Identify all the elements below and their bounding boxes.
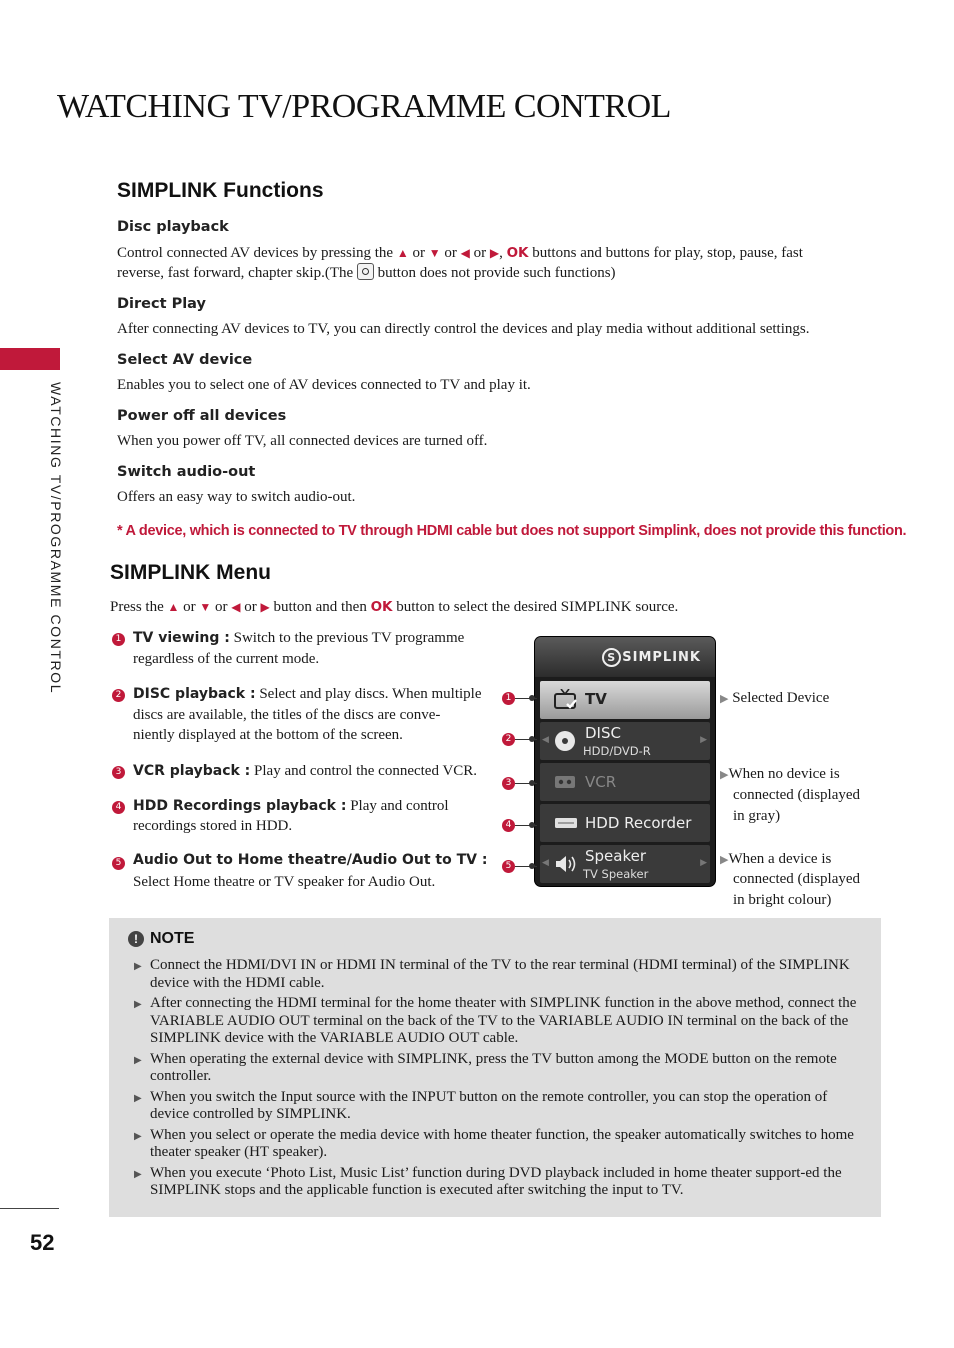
- note-item: ▶ When operating the external device with SIMPLINK, press the TV button among the MODE button on the remote controller.: [134, 1051, 869, 1086]
- note-item: ▶ When you select or operate the media device with home theater function, the speaker automatically switches to home theater speaker (HT speaker).: [134, 1127, 869, 1162]
- disc-playback-text-line2: reverse, fast forward, chapter skip.(The button does not provide such functions): [117, 265, 616, 281]
- left-arrow-icon: ◀: [231, 600, 241, 614]
- osd-sub-speaker: TV Speaker: [583, 867, 649, 881]
- osd-header: [535, 637, 715, 677]
- right-arrow-icon: ▶: [700, 857, 707, 867]
- osd-label-tv: TV: [585, 690, 607, 708]
- functions-title: SIMPLINK Functions: [117, 179, 324, 202]
- osd-label-hdd: HDD Recorder: [585, 814, 692, 832]
- power-off-text: When you power off TV, all connected devices are turned off.: [117, 433, 488, 449]
- switch-audio-heading: Switch audio-out: [117, 464, 256, 480]
- right-arrow-icon: ▶: [260, 600, 270, 614]
- menu-item-audio-out: Audio Out to Home theatre/Audio Out to TV :: [133, 852, 488, 868]
- disc-playback-text: Control connected AV devices by pressing the ▲ or ▼ or ◀ or ▶, OK buttons and buttons for play, stop, pause, fast: [117, 245, 803, 261]
- note-list: [134, 957, 869, 1203]
- select-av-heading: Select AV device: [117, 352, 253, 368]
- page-number: 52: [30, 1230, 55, 1255]
- callout-device-connected: ▶When a device is: [720, 851, 832, 867]
- callout-device-connected-line2: connected (displayed: [733, 871, 861, 887]
- menu-item-hdd-line2: recordings stored in HDD.: [133, 818, 293, 834]
- direct-play-text: After connecting AV devices to TV, you can directly control the devices and play media without additional settings.: [117, 321, 810, 337]
- direct-play-heading: Direct Play: [117, 296, 206, 312]
- power-off-heading: Power off all devices: [117, 408, 287, 424]
- hdd-recorder-icon: [554, 817, 578, 829]
- speaker-icon: [554, 854, 578, 874]
- page-number-rule: [0, 1208, 59, 1209]
- note-item: ▶ When you switch the Input source with the INPUT button on the remote controller, you can stop the operation of device controlled by SIMPLINK.: [134, 1089, 869, 1124]
- osd-dot-3: [529, 780, 535, 786]
- callout-no-device-line3: in gray): [733, 808, 781, 824]
- osd-number-1: 1: [502, 692, 515, 705]
- osd-row-tv[interactable]: [540, 681, 710, 719]
- vcr-icon: [554, 775, 576, 789]
- pointer-icon: ▶: [720, 769, 729, 781]
- osd-row-vcr[interactable]: [540, 763, 710, 801]
- note-item: ▶ Connect the HDMI/DVI IN or HDMI IN terminal of the TV to the rear terminal (HDMI terminal) of the SIMPLINK device with the HDMI cable.: [134, 957, 869, 992]
- osd-dot-5: [529, 863, 535, 869]
- up-arrow-icon: ▲: [396, 246, 409, 260]
- right-arrow-icon: ▶: [489, 246, 500, 260]
- up-arrow-icon: ▲: [167, 600, 180, 614]
- osd-number-2: 2: [502, 733, 515, 746]
- callout-no-device-line2: connected (displayed: [733, 787, 861, 803]
- side-tab-marker: [0, 348, 60, 370]
- note-item: ▶ After connecting the HDMI terminal for the home theater with SIMPLINK function in the above method, connect the VARIABLE AUDIO OUT terminal on the back of the TV to the VARIABLE AUDIO IN terminal on the back of the SIMPLINK device with the VARIABLE AUDIO OUT cable.: [134, 995, 869, 1048]
- simplink-osd-panel: [535, 637, 715, 886]
- item-number-1: 1: [112, 633, 125, 646]
- item-number-4: 4: [112, 801, 125, 814]
- note-heading: ! NOTE: [128, 930, 194, 948]
- down-arrow-icon: ▼: [199, 600, 212, 614]
- switch-audio-text: Offers an easy way to switch audio-out.: [117, 489, 356, 505]
- note-item: ▶ When you execute ‘Photo List, Music List’ function during DVD playback included in home theater support-ed the SIMPLINK stops and the applicable function is executed after switching the input to TV.: [134, 1165, 869, 1200]
- hdmi-warning: * A device, which is connected to TV through HDMI cable but does not support Simplink, does not provide this function.: [117, 523, 907, 539]
- osd-sub-disc: HDD/DVD-R: [583, 744, 651, 758]
- menu-item-disc-line2: discs are available, the titles of the discs are conve-: [133, 707, 441, 723]
- simplink-logo: S SIMPLINK: [602, 648, 701, 667]
- menu-item-disc-playback: DISC playback : Select and play discs. When multiple: [133, 686, 482, 702]
- callout-selected-device: ▶ Selected Device: [720, 690, 830, 706]
- osd-number-4: 4: [502, 819, 515, 832]
- disc-icon: [554, 730, 576, 752]
- osd-dot-4: [529, 822, 535, 828]
- osd-number-3: 3: [502, 777, 515, 790]
- disc-playback-heading: Disc playback: [117, 219, 229, 235]
- menu-item-tv-viewing-line2: regardless of the current mode.: [133, 651, 320, 667]
- select-av-text: Enables you to select one of AV devices connected to TV and play it.: [117, 377, 531, 393]
- osd-row-speaker[interactable]: [540, 845, 710, 883]
- simplink-button-icon: [357, 263, 374, 280]
- left-arrow-icon: ◀: [542, 734, 549, 744]
- callout-no-device: ▶When no device is: [720, 766, 840, 782]
- callout-device-connected-line3: in bright colour): [733, 892, 832, 908]
- menu-item-hdd-playback: HDD Recordings playback : Play and control: [133, 798, 449, 814]
- pointer-icon: ▶: [720, 693, 729, 705]
- side-tab-label: WATCHING TV/PROGRAMME CONTROL: [48, 382, 64, 695]
- left-arrow-icon: ◀: [542, 857, 549, 867]
- item-number-3: 3: [112, 766, 125, 779]
- simplink-s-icon: S: [602, 648, 621, 667]
- down-arrow-icon: ▼: [428, 246, 441, 260]
- menu-item-tv-viewing: TV viewing : Switch to the previous TV programme: [133, 630, 465, 646]
- menu-item-audio-line2: Select Home theatre or TV speaker for Audio Out.: [133, 874, 436, 890]
- osd-dot-1: [529, 695, 535, 701]
- osd-label-vcr: VCR: [585, 773, 617, 791]
- menu-instructions: Press the ▲ or ▼ or ◀ or ▶ button and then OK button to select the desired SIMPLINK source.: [110, 599, 679, 615]
- ok-button-icon: OK: [370, 599, 393, 615]
- osd-dot-2: [529, 736, 535, 742]
- menu-item-disc-line3: niently displayed at the bottom of the screen.: [133, 727, 403, 743]
- item-number-2: 2: [112, 689, 125, 702]
- item-number-5: 5: [112, 857, 125, 870]
- ok-button-icon: OK: [506, 245, 529, 261]
- page-title: WATCHING TV/PROGRAMME CONTROL: [57, 88, 671, 125]
- menu-title: SIMPLINK Menu: [110, 561, 271, 584]
- left-arrow-icon: ◀: [460, 246, 470, 260]
- osd-number-5: 5: [502, 860, 515, 873]
- tv-icon: [554, 689, 578, 711]
- osd-row-hdd[interactable]: [540, 804, 710, 842]
- osd-label-disc: DISC: [585, 724, 621, 742]
- right-arrow-icon: ▶: [700, 734, 707, 744]
- menu-item-vcr-playback: VCR playback : Play and control the connected VCR.: [133, 763, 478, 779]
- pointer-icon: ▶: [720, 854, 729, 866]
- osd-label-speaker: Speaker: [585, 847, 647, 865]
- osd-row-disc[interactable]: [540, 722, 710, 760]
- exclamation-icon: !: [128, 931, 144, 947]
